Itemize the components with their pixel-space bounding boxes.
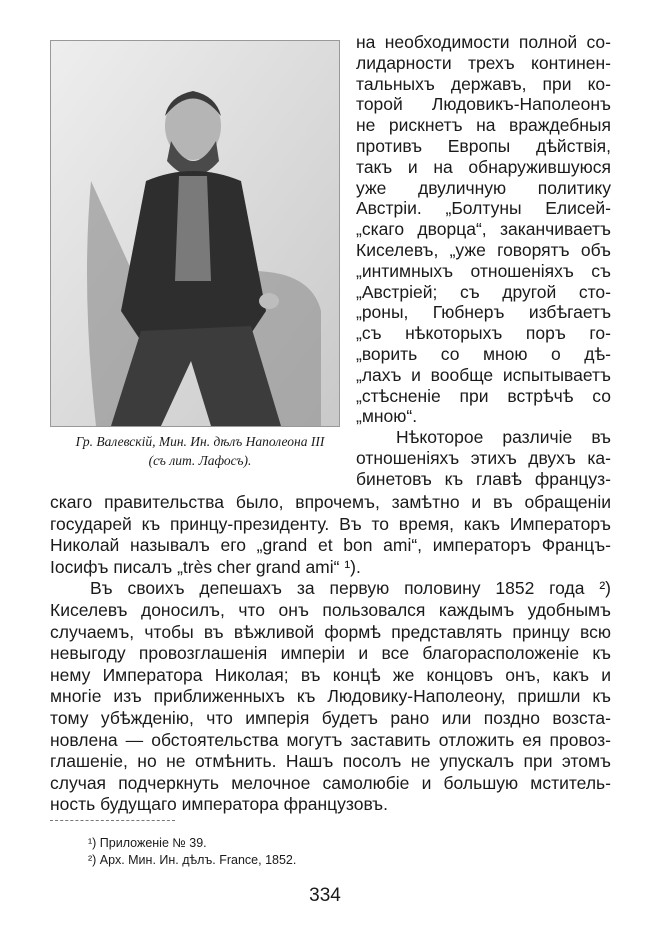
text-line: государей къ принцу-президенту. Въ то время, какъ Императоръ: [50, 513, 611, 534]
seated-man-illustration: [51, 41, 339, 426]
text-line: отношеніяхъ этихъ двухъ ка-: [356, 448, 611, 468]
footnote-2: ²) Арх. Мин. Ин. дѣлъ. France, 1852.: [88, 853, 297, 867]
text-line: многіе изъ приближенныхъ къ Людовику-Наполеону, пришли къ: [50, 686, 611, 707]
text-line: на необходимости полной со-: [356, 32, 611, 52]
text-line: скаго правительства было, впрочемъ, замѣтно и въ обращеніи: [50, 492, 611, 512]
text-line: „мною“.: [356, 406, 418, 427]
portrait-engraving: [50, 40, 340, 427]
text-line: Австріи. „Болтуны Елисей-: [356, 198, 611, 219]
footnote-1: ¹) Приложеніе № 39.: [88, 836, 207, 850]
text-line: „съ нѣкоторыхъ поръ го-: [356, 323, 611, 344]
text-line: Киселевъ доносилъ, что онъ пользовался каждымъ удобнымъ: [50, 600, 611, 620]
figure-caption-line-1: Гр. Валевскій, Мин. Ин. дѣлъ Наполеона III: [75, 434, 325, 449]
text-line: тальныхъ державъ, при ко-: [356, 73, 611, 94]
text-line: „скаго дворца“, заканчиваетъ: [356, 219, 611, 240]
page-number: 334: [309, 885, 341, 906]
text-line: „роны, Гюбнеръ избѣгаетъ: [356, 302, 611, 323]
text-line: „Австріей; съ другой сто-: [356, 281, 611, 302]
text-line: глашеніе, но не отмѣнить. Нашъ посолъ не упускалъ при этомъ: [50, 751, 611, 772]
text-line: Іосифъ писалъ „très cher grand ami“ ¹).: [50, 556, 361, 577]
text-line: уже двуличную политику: [356, 177, 611, 198]
text-line: ность будущаго императора французовъ.: [50, 794, 388, 815]
text-line: случая подчеркнуть мелочное самолюбіе и большую мститель-: [50, 772, 611, 793]
text-line: случаемъ, чтобы въ вѣжливой формѣ представлять принцу всю: [50, 621, 611, 642]
text-line: „интимныхъ отношеніяхъ съ: [356, 260, 611, 281]
text-line: новлена — обстоятельства могутъ заставить отложить ея провоз-: [50, 729, 611, 750]
text-line: не рискнетъ на враждебныя: [356, 115, 611, 136]
text-line: невыгоду провозглашенія имперіи и все благорасположеніе къ: [50, 643, 611, 664]
text-line: „лахъ и вообще испытываетъ: [356, 364, 611, 385]
text-line: такъ и на обнаружившуюся: [356, 156, 611, 177]
text-line: „стѣсненіе при встрѣчѣ со: [356, 385, 611, 406]
text-line: тому убѣжденію, что имперія будетъ рано или поздно возста-: [50, 708, 611, 728]
footnote-rule: [50, 820, 175, 821]
text-line: нему Императора Николая; въ концѣ же концовъ онъ, какъ и: [50, 664, 611, 685]
text-line: противъ Европы дѣйствія,: [356, 136, 611, 156]
figure-caption-line-2: (съ лит. Лафосъ).: [148, 453, 252, 468]
text-line: Киселевъ, „уже говорятъ объ: [356, 240, 611, 260]
text-line: Нѣкоторое различіе въ: [396, 427, 611, 448]
text-line: лидарности трехъ континен-: [356, 52, 611, 73]
text-line: торой Людовикъ-Наполеонъ: [356, 94, 611, 115]
text-line: Въ своихъ депешахъ за первую половину 1852 года ²): [90, 578, 611, 599]
text-line: Николай называлъ его „grand et bon ami“, императоръ Францъ-: [50, 535, 611, 556]
text-line: „ворить со мною о дѣ-: [356, 344, 611, 364]
text-line: бинетовъ къ главѣ француз-: [356, 468, 611, 489]
